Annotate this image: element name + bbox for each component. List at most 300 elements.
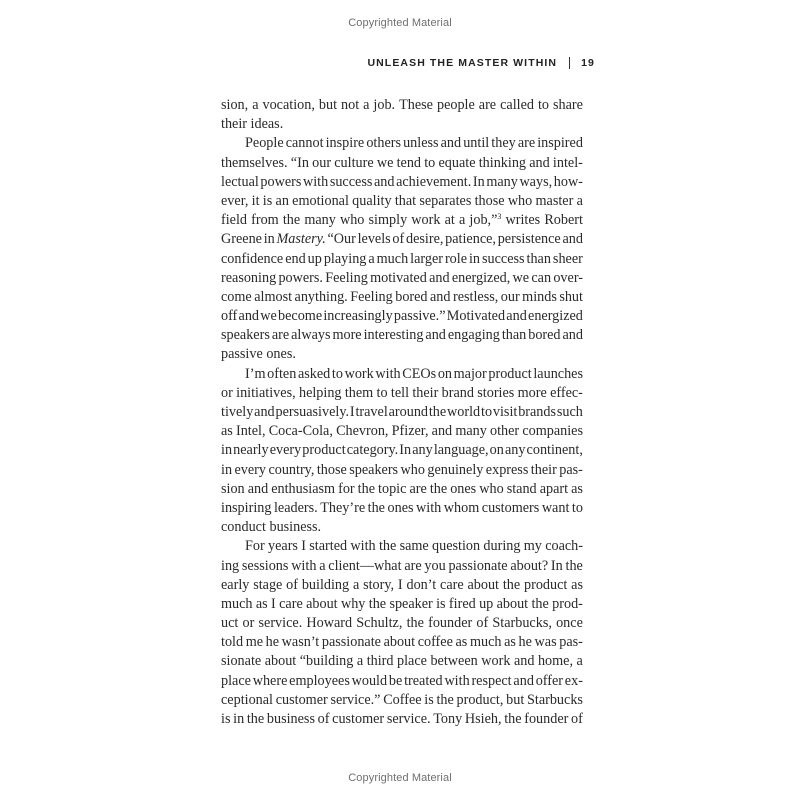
word: more	[517, 384, 547, 401]
word: of	[317, 711, 330, 727]
word: sheer	[552, 250, 583, 267]
word: founder	[524, 711, 569, 727]
text-line	[221, 480, 583, 499]
word: bored	[395, 288, 428, 305]
word: the	[428, 404, 447, 420]
word: inspired	[537, 135, 583, 152]
word: wasn’t	[281, 634, 320, 651]
word: interesting	[363, 327, 424, 344]
word: not	[341, 97, 360, 113]
text-line	[221, 154, 583, 173]
word: are	[478, 97, 497, 113]
word: Howard	[306, 615, 353, 632]
word: often	[267, 365, 297, 382]
word: Robert	[544, 212, 583, 229]
word: to	[481, 404, 493, 420]
word: tend	[396, 154, 422, 171]
text-line	[221, 576, 583, 595]
word: the	[378, 538, 397, 555]
word: ing	[221, 557, 240, 574]
text-line	[221, 96, 583, 115]
text-line	[221, 614, 583, 633]
word: who	[507, 192, 533, 209]
word: pas-	[559, 461, 583, 478]
text-line	[221, 326, 583, 345]
word: other	[490, 423, 520, 440]
word: he	[518, 634, 532, 651]
word: inspiring	[221, 499, 272, 516]
word: place	[221, 672, 251, 689]
word: who	[400, 461, 425, 478]
text-line	[221, 595, 583, 614]
text-line	[221, 134, 583, 153]
word: of	[476, 615, 489, 632]
word: success	[329, 173, 373, 190]
word: building	[301, 576, 350, 593]
word: I	[271, 595, 276, 612]
word: travel	[355, 404, 388, 420]
word: ceptional	[221, 691, 273, 708]
text-line	[221, 672, 583, 691]
word: for	[338, 480, 355, 497]
word: job.	[373, 97, 396, 113]
word: much	[469, 634, 502, 651]
word: writes	[505, 212, 541, 229]
word: a	[458, 212, 466, 229]
word: coach-	[545, 538, 583, 555]
word: speaker	[389, 595, 433, 612]
word: country,	[268, 461, 315, 478]
word: culture	[334, 154, 374, 171]
word: Coffee	[383, 691, 422, 708]
word: helping	[298, 384, 342, 401]
word: third	[366, 653, 394, 670]
word: with	[416, 499, 442, 516]
word: told	[221, 634, 244, 651]
word: patience,	[445, 231, 496, 248]
word: during	[483, 538, 521, 555]
word: a	[352, 576, 360, 593]
word: I	[349, 404, 355, 420]
word: desire,	[405, 231, 444, 248]
word: as	[255, 595, 268, 612]
word: a	[252, 97, 259, 113]
word: founder	[428, 615, 473, 632]
word: as	[455, 634, 468, 651]
word: master	[535, 192, 574, 209]
word: passionate	[448, 557, 508, 574]
word: visit	[492, 404, 518, 420]
word: about	[264, 653, 297, 670]
word: a	[368, 250, 375, 267]
word: work	[411, 212, 441, 229]
word: tively	[221, 404, 254, 420]
word: place	[397, 653, 427, 670]
word: shut	[559, 288, 583, 305]
word: For	[245, 538, 265, 555]
word: service.	[258, 615, 303, 632]
word: and	[513, 653, 535, 670]
word: called	[500, 97, 534, 113]
word: around	[388, 404, 429, 420]
text-line	[221, 211, 583, 230]
word: Motivated	[446, 308, 506, 325]
word: conduct	[221, 519, 266, 536]
word: to	[331, 365, 343, 382]
word: many	[304, 212, 336, 229]
text-line	[221, 557, 583, 576]
word: more	[332, 327, 362, 344]
word: to	[376, 384, 388, 401]
word: would	[351, 672, 388, 689]
word: Starbucks,	[492, 615, 552, 632]
word: many	[455, 423, 487, 440]
word: nearly	[233, 442, 269, 459]
text-line	[221, 518, 583, 537]
word: treated	[404, 672, 443, 689]
word: product	[488, 365, 532, 382]
word: topic	[378, 480, 407, 497]
text-line	[221, 691, 583, 710]
word: who	[339, 212, 365, 229]
word: product	[302, 442, 346, 459]
word: we	[376, 154, 394, 171]
word: the	[565, 557, 583, 574]
word: In	[472, 173, 485, 190]
word: stories	[477, 384, 515, 401]
word: those	[316, 461, 347, 478]
word: the	[406, 615, 424, 632]
word: In	[399, 442, 412, 459]
text-line	[221, 403, 583, 422]
word: I’m	[245, 365, 266, 382]
word: engaging	[447, 327, 500, 344]
word: end	[285, 250, 306, 267]
word: or	[242, 615, 255, 632]
word: the	[429, 480, 448, 497]
word: product	[524, 576, 568, 593]
word: many	[486, 173, 518, 190]
word: every	[269, 442, 302, 459]
word: sion,	[221, 97, 249, 113]
word: and	[425, 327, 446, 344]
word: leaders.	[273, 499, 318, 516]
word: in	[263, 231, 275, 248]
word: anything.	[294, 288, 348, 305]
word: “building	[299, 653, 354, 670]
word: once	[556, 615, 583, 632]
word: reasoning	[221, 269, 277, 286]
word: work	[344, 365, 374, 382]
word: ones	[450, 480, 477, 497]
word: Intel,	[235, 423, 266, 440]
word: a	[576, 653, 583, 670]
word: Mastery.	[276, 231, 326, 248]
word: and	[562, 327, 583, 344]
word: ones.	[266, 346, 296, 363]
word: fired	[448, 595, 476, 612]
word: stage	[253, 576, 283, 593]
word: service.”	[330, 691, 381, 708]
word: of	[286, 576, 298, 593]
word: early	[221, 576, 250, 593]
word: our	[500, 288, 520, 305]
text-line	[221, 499, 583, 518]
word: category.	[346, 442, 399, 459]
word: the	[504, 711, 522, 727]
text-line	[221, 365, 583, 384]
word: customer	[275, 691, 328, 708]
word: their	[530, 461, 557, 478]
word: larger	[410, 250, 443, 267]
word: about	[306, 595, 338, 612]
running-head-divider	[569, 57, 570, 69]
word: others	[366, 135, 401, 152]
word: equate	[438, 154, 476, 171]
word: the	[436, 691, 454, 708]
word: Tony	[433, 711, 463, 727]
word: I	[301, 538, 306, 555]
word: of	[571, 711, 583, 727]
word: how-	[553, 173, 583, 190]
word: vocation,	[262, 97, 315, 113]
word: achievement.	[396, 173, 472, 190]
word: it	[251, 192, 260, 209]
word: levels	[357, 231, 391, 248]
word: in	[221, 442, 233, 459]
word: brands	[518, 404, 557, 420]
word: sionate	[221, 653, 262, 670]
word: we	[260, 308, 277, 325]
word: respect	[471, 672, 512, 689]
word: language,	[433, 442, 489, 459]
word: express	[485, 461, 529, 478]
word: ways,	[519, 173, 553, 190]
word: in	[221, 461, 233, 478]
text-line	[221, 652, 583, 671]
word: emotional	[292, 192, 349, 209]
word: any	[412, 442, 433, 459]
word: passive	[221, 346, 263, 363]
word: and	[431, 423, 453, 440]
word: want	[541, 499, 570, 516]
running-head	[367, 57, 595, 69]
word: coffee	[417, 634, 453, 651]
word: a	[319, 557, 326, 574]
word: asked	[297, 365, 331, 382]
word: same	[399, 538, 429, 555]
word: energized	[528, 308, 583, 325]
word: as	[221, 423, 233, 440]
word: brand	[441, 384, 474, 401]
word: prod-	[552, 595, 583, 612]
word: enthusiasm	[271, 480, 336, 497]
word: field	[221, 212, 247, 229]
word: much	[221, 595, 253, 612]
word: ever,	[221, 192, 249, 209]
word: care	[279, 595, 303, 612]
word: minds	[522, 288, 557, 305]
word: and	[440, 135, 462, 152]
word: with	[291, 557, 317, 574]
word: them	[344, 384, 374, 401]
text-line	[221, 192, 583, 211]
word: come	[221, 288, 252, 305]
word: effec-	[550, 384, 583, 401]
word: People	[245, 135, 284, 152]
word: customer	[332, 711, 385, 727]
word: sessions	[241, 557, 289, 574]
word: and	[562, 231, 583, 248]
word: playing	[323, 250, 367, 267]
word: apart	[539, 480, 569, 497]
word: the	[368, 595, 387, 612]
word: ones	[387, 499, 414, 516]
word: unless	[403, 135, 439, 152]
word: are	[409, 480, 427, 497]
word: passionate	[321, 634, 381, 651]
text-line	[221, 250, 583, 269]
word: those	[474, 192, 505, 209]
word: business.	[269, 519, 322, 536]
word: is	[424, 691, 434, 708]
word: job,”$^3$	[469, 212, 502, 229]
text-line	[221, 230, 583, 249]
word: continent,	[526, 442, 583, 459]
word: powers.	[278, 269, 323, 286]
word: than	[526, 250, 551, 267]
word: persuasively.	[275, 404, 350, 420]
word: with	[302, 173, 329, 190]
word: They’re	[320, 499, 366, 516]
word: with	[444, 672, 470, 689]
word: to	[424, 154, 436, 171]
word: genuinely	[427, 461, 484, 478]
word: to	[571, 499, 583, 516]
word: the	[502, 576, 521, 593]
word: and	[247, 480, 269, 497]
word: role	[444, 250, 467, 267]
word: product,	[456, 691, 504, 708]
word: and	[429, 269, 450, 286]
word: the	[357, 480, 376, 497]
text-line	[221, 307, 583, 326]
word: speakers	[221, 327, 270, 344]
word: Coca-Cola,	[268, 423, 333, 440]
word: and	[254, 404, 275, 420]
word: in	[233, 711, 245, 727]
word: of	[392, 231, 405, 248]
page-number: 19	[581, 57, 595, 69]
text-line	[221, 461, 583, 480]
word: that	[394, 192, 417, 209]
word: motivated	[370, 269, 427, 286]
word: powers	[260, 173, 302, 190]
word: become	[278, 308, 323, 325]
word: business	[266, 711, 315, 727]
word: until	[463, 135, 490, 152]
word: about	[467, 576, 499, 593]
word: to	[537, 97, 549, 113]
word: success	[481, 250, 525, 267]
word: started	[309, 538, 348, 555]
word: employees	[289, 672, 350, 689]
word: don’t	[406, 576, 437, 593]
word: and	[513, 672, 534, 689]
text-line	[221, 441, 583, 460]
word: than	[501, 327, 527, 344]
word: always	[291, 327, 331, 344]
text-line	[221, 115, 583, 134]
text-line	[221, 633, 583, 652]
word: is	[262, 192, 273, 209]
word: he	[265, 634, 280, 651]
word: the	[367, 499, 385, 516]
word: with	[350, 538, 376, 555]
word: care	[440, 576, 464, 593]
word: major	[453, 365, 487, 382]
word: ideas.	[250, 116, 284, 133]
word: me	[245, 634, 264, 651]
word: question	[432, 538, 481, 555]
word: the	[246, 711, 265, 727]
word: offer	[535, 672, 564, 689]
word: but	[318, 97, 338, 113]
word: Schultz,	[356, 615, 403, 632]
word: are	[404, 557, 422, 574]
word: increasingly	[323, 308, 393, 325]
word: client—what	[328, 557, 402, 574]
word: why	[340, 595, 366, 612]
word: as	[504, 634, 516, 651]
word: where	[252, 672, 288, 689]
word: about?	[510, 557, 549, 574]
word: can	[531, 269, 552, 286]
word: “Our	[327, 231, 356, 248]
word: on	[437, 365, 452, 382]
text-line	[221, 537, 583, 556]
word: restless,	[452, 288, 499, 305]
word: or	[221, 384, 233, 401]
text-line	[221, 422, 583, 441]
word: my	[523, 538, 542, 555]
word: in	[468, 250, 481, 267]
word: service.	[386, 711, 431, 727]
word: a	[356, 653, 364, 670]
word: is	[221, 711, 231, 727]
word: and	[373, 173, 395, 190]
word: from	[251, 212, 279, 229]
text-line	[221, 345, 583, 364]
word: any	[504, 442, 526, 459]
word: over-	[553, 269, 583, 286]
word: was	[534, 634, 557, 651]
word: and	[506, 308, 527, 325]
word: inspire	[325, 135, 365, 152]
running-head-title: UNLEASH THE MASTER WITHIN	[367, 57, 558, 69]
word: stand	[506, 480, 537, 497]
body-text	[221, 96, 583, 729]
copyright-watermark-bottom: Copyrighted Material	[348, 772, 452, 784]
word: lectual	[221, 173, 259, 190]
word: CEOs	[402, 365, 437, 382]
word: cannot	[285, 135, 324, 152]
word: our	[312, 154, 332, 171]
word: much	[376, 250, 409, 267]
word: uct	[221, 615, 239, 632]
word: companies	[522, 423, 583, 440]
word: and	[430, 288, 451, 305]
